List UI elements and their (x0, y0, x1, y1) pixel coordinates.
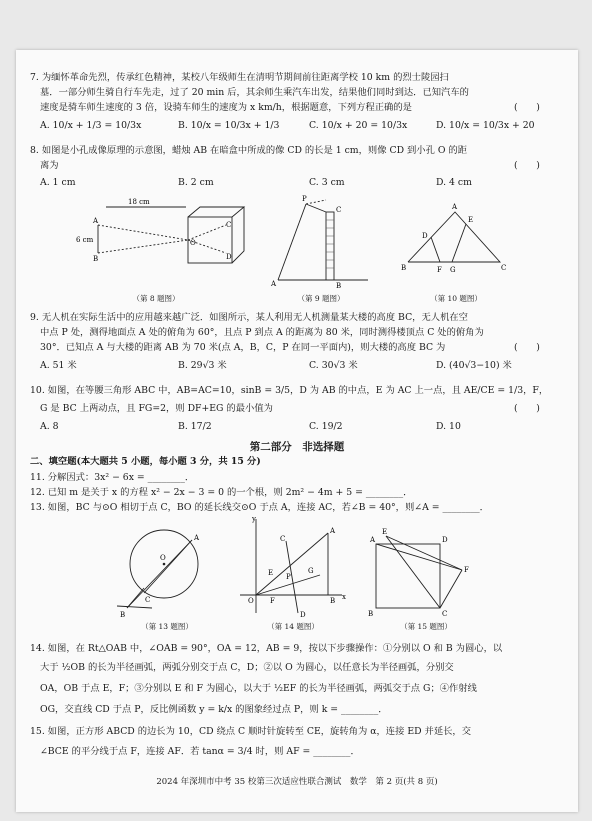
svg-text:C: C (145, 596, 151, 604)
svg-text:D: D (422, 232, 428, 240)
q9-line2: 中点 P 处，测得地面点 A 处的俯角为 60°，且点 P 到点 A 的距离为 80 米，同时测得楼顶点 C 处的俯角为 (40, 327, 484, 338)
q10-option-a: A. 8 (40, 421, 59, 432)
part2-section-header: 二、填空题(本大题共 5 小题，每小题 3 分，共 15 分) (30, 456, 261, 467)
figure-10-triangle (400, 200, 510, 285)
svg-text:C: C (226, 221, 232, 229)
figure-13-circle (112, 518, 222, 618)
figure-14-construction (230, 513, 350, 623)
q8-line2: 离为 (40, 160, 59, 171)
fig15-caption: （第 15 题图） (400, 622, 452, 631)
q8-line1: 8. 如图是小孔成像原理的示意图，蜡烛 AB 在暗盒中所成的像 CD 的长是 1 cm，则像 CD 到小孔 O 的距 (30, 145, 468, 156)
svg-text:C: C (336, 206, 342, 214)
svg-text:x: x (342, 593, 346, 601)
part2-title: 第二部分 非选择题 (249, 441, 345, 453)
svg-text:A: A (452, 203, 458, 211)
q9-option-a: A. 51 米 (40, 360, 77, 371)
q9-option-c: C. 30√3 米 (309, 360, 358, 371)
svg-text:D: D (300, 611, 306, 619)
q15-line2: ∠BCE 的平分线于点 F，连接 AF．若 tanα = 3/4 时，则 AF = ________． (40, 746, 360, 757)
svg-text:O: O (248, 597, 254, 605)
q11-text: 11. 分解因式：3x² − 6x = ________． (30, 472, 195, 483)
exam-page (16, 50, 578, 812)
fig13-caption: （第 13 题图） (141, 622, 193, 631)
svg-text:A: A (330, 527, 336, 535)
q13-text: 13. 如图，BC 与⊙O 相切于点 C，BO 的延长线交⊙O 于点 A，连接 AC，若∠B = 40°，则∠A = ________． (30, 502, 489, 513)
svg-text:E: E (468, 216, 474, 224)
q8-option-d: D. 4 cm (436, 177, 472, 188)
svg-text:G: G (450, 266, 456, 274)
q10-line1: 10. 如图，在等腰三角形 ABC 中，AB=AC=10，sinB = 3/5，D 为 AB 的中点，E 为 AC 上一点，且 AE/CE = 1/3，F， (30, 385, 549, 396)
svg-text:E: E (268, 569, 274, 577)
q7-line1: 7. 为缅怀革命先烈，传承红色精神，某校八年级师生在清明节期间前往距离学校 10 km 的烈士陵园扫 (30, 72, 449, 83)
q7-option-b: B. 10/x = 10/3x + 1/3 (178, 120, 280, 131)
q9-option-b: B. 29√3 米 (178, 360, 227, 371)
svg-text:F: F (464, 566, 469, 574)
q8-option-b: B. 2 cm (178, 177, 214, 188)
svg-text:A: A (370, 536, 376, 544)
svg-text:B: B (368, 610, 374, 618)
q10-answer-paren: ( ) (514, 403, 540, 414)
svg-text:F: F (270, 597, 275, 605)
q10-option-b: B. 17/2 (178, 421, 212, 432)
q14-line4: OG，交直线 CD 于点 P，反比例函数 y = k/x 的图象经过点 P，则 k = ________． (40, 704, 388, 715)
svg-text:P: P (302, 195, 307, 203)
figure-15-square (356, 520, 476, 620)
figure-9-drone (268, 190, 378, 290)
q7-option-a: A. 10/x + 1/3 = 10/3x (40, 120, 142, 131)
svg-text:B: B (120, 611, 126, 618)
fig10-caption: （第 10 题图） (430, 294, 482, 303)
q14-line3: OA，OB 于点 E，F；③分别以 E 和 F 为圆心，以大于 ½EF 的长为半径画弧，两弧交于点 G；④作射线 (40, 683, 477, 694)
svg-text:D: D (226, 253, 232, 261)
q14-line2: 大于 ½OB 的长为半径画弧，两弧分别交于点 C，D；②以 O 为圆心，以任意长为半径画弧，分别交 (40, 662, 454, 673)
q7-option-c: C. 10/x + 20 = 10/3x (309, 120, 408, 131)
q8-answer-paren: ( ) (514, 160, 540, 171)
fig14-caption: （第 14 题图） (267, 622, 319, 631)
svg-text:B: B (330, 597, 336, 605)
svg-text:O: O (160, 554, 166, 562)
svg-text:A: A (271, 280, 277, 288)
q8-option-c: C. 3 cm (309, 177, 345, 188)
q9-answer-paren: ( ) (514, 342, 540, 353)
q9-line1: 9. 无人机在实际生活中的应用越来越广泛．如图所示，某人利用无人机测量某大楼的高度 BC，无人机在空 (30, 312, 468, 323)
q7-option-d: D. 10/x = 10/3x + 20 (436, 120, 535, 131)
fig8-dim-18: 18 cm (128, 198, 150, 206)
q10-option-c: C. 19/2 (309, 421, 343, 432)
svg-text:C: C (501, 264, 507, 272)
svg-text:P: P (286, 573, 291, 581)
svg-text:B: B (401, 264, 407, 272)
figure-8-pinhole (76, 195, 256, 285)
svg-text:A: A (194, 534, 200, 542)
q7-line2: 墓．一部分师生骑自行车先走，过了 20 min 后，其余师生乘汽车出发，结果他们同时到达．已知汽车的 (40, 87, 469, 98)
svg-text:O: O (190, 239, 196, 247)
q15-line1: 15. 如图，正方形 ABCD 的边长为 10，CD 绕点 C 顺时针旋转至 CE，旋转角为 α，连接 ED 并延长，交 (30, 726, 472, 737)
q7-line3: 速度是骑车师生速度的 3 倍，设骑车师生的速度为 x km/h，根据题意，下列方程正确的是 (40, 102, 412, 113)
q8-option-a: A. 1 cm (40, 177, 76, 188)
page-footer: 2024 年深圳市中考 35 校第三次适应性联合测试 数学 第 2 页(共 8 页) (156, 777, 438, 787)
svg-text:G: G (308, 567, 314, 575)
svg-text:B: B (93, 255, 99, 263)
q7-answer-paren: ( ) (514, 102, 540, 113)
q12-text: 12. 已知 m 是关于 x 的方程 x² − 2x − 3 = 0 的一个根，则 2m² − 4m + 5 = ________． (30, 487, 413, 498)
q10-line2: G 是 BC 上两动点，且 FG=2，则 DF+EG 的最小值为 (40, 403, 273, 414)
q14-line1: 14. 如图，在 Rt△OAB 中，∠OAB = 90°，OA = 12，AB = 9，按以下步骤操作：①分别以 O 和 B 为圆心，以 (30, 643, 503, 654)
q10-option-d: D. 10 (436, 421, 461, 432)
svg-text:B: B (336, 282, 342, 290)
svg-text:E: E (382, 528, 388, 536)
svg-text:C: C (280, 535, 286, 543)
svg-text:y: y (252, 515, 256, 523)
svg-text:F: F (437, 266, 442, 274)
svg-text:C: C (442, 610, 448, 618)
fig9-caption: （第 9 题图） (297, 294, 345, 303)
svg-text:A: A (93, 217, 99, 225)
svg-text:D: D (442, 536, 448, 544)
fig8-caption: （第 8 题图） (132, 294, 180, 303)
q9-line3: 30°．已知点 A 与大楼的距离 AB 为 70 米(点 A，B，C，P 在同一平面内)，则大楼的高度 BC 为 (40, 342, 446, 353)
q9-option-d: D. (40√3−10) 米 (436, 360, 512, 371)
fig8-dim-6: 6 cm (76, 236, 94, 244)
